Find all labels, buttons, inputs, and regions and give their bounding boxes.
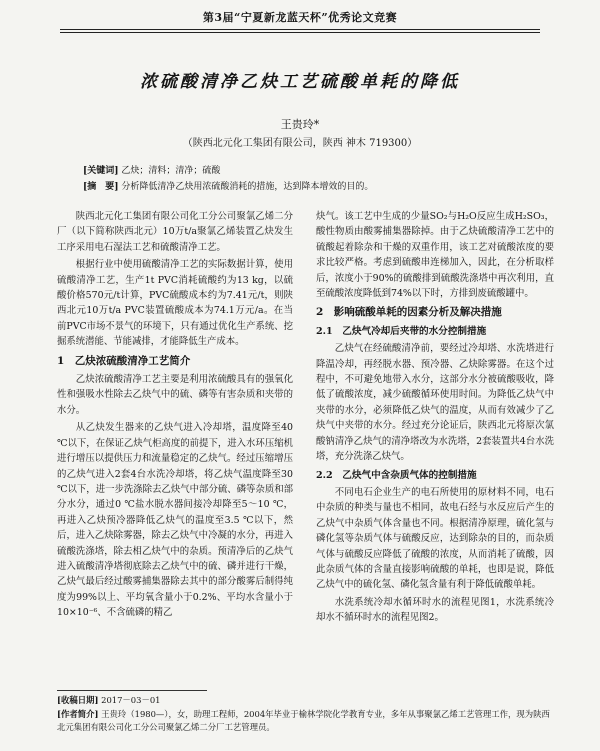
section-2-2-paragraph-2: 水洗系统冷却水循环时水的流程见图1，水洗系统冷却水不循环时水的流程见图2。	[316, 596, 554, 624]
received-date: 2017－03－01	[101, 695, 161, 705]
abstract-label: [摘 要]	[83, 182, 119, 192]
abstract	[83, 181, 543, 193]
section-2-1-heading: 2.1 乙炔气冷却后夹带的水分控制措施	[316, 325, 487, 337]
section-1-heading: 1 乙炔浓硫酸清净工艺简介	[57, 354, 191, 367]
intro-paragraph-1: 陕西北元化工集团有限公司化工分公司聚氯乙烯二分厂（以下简称陕西北元）10万t/a聚氯乙烯装置乙炔发生工序采用电石湿法工艺和硫酸清净工艺。	[57, 211, 293, 253]
keywords	[83, 165, 543, 177]
continued-paragraph: 炔气。该工艺中生成的少量SO₂与H₂O反应生成H₂SO₃，酸性物质由酸雾捕集器除掉。由于乙炔硫酸清净工艺中的硫酸起着除杂和干燥的双重作用，该工艺对硫酸浓度的要求比较严格。考虑到硫酸串连梯加入，因此，在分析取样后，浓度小于90%的硫酸排到硫酸洗涤塔中再次利用，直至硫酸浓度降低到74%以下时，方排到废硫酸罐中。	[316, 211, 554, 300]
intro-paragraph-2: 根据行业中使用硫酸清净工艺的实际数据计算，使用硫酸清净工艺，生产1t PVC消耗硫酸约为13 kg，以硫酸价格570元/t计算，PVC硫酸成本约为7.41元/t，则陕西北元10万t/a PVC装置硫酸成本为74.1万元/a。在当前PVC市场不景气的环境下，只有通过优化生产系统、挖掘系统潜能、节能减排，才能降低生产成本。	[57, 259, 293, 348]
running-header: 第3届“宁夏新龙蓝天杯”优秀论文竞赛	[202, 11, 398, 24]
paper-title: 浓硫酸清净乙炔工艺硫酸单耗的降低	[140, 72, 460, 92]
header-rule-thin	[60, 32, 540, 33]
section-1-paragraph-1: 乙炔浓硫酸清净工艺主要是利用浓硫酸具有的强氧化性和强吸水性除去乙炔气中的硫、磷等有害杂质和夹带的水分。	[57, 374, 293, 416]
section-1-paragraph-2: 从乙炔发生器来的乙炔气进入冷却塔，温度降至40 ℃以下，在保证乙炔气柜高度的前提下，进入水环压缩机进行增压以提供压力和流量稳定的乙炔气。经过压缩增压的乙炔气进入2套4台水洗冷却塔，将乙炔气温度降至30 ℃以下，进一步洗涤除去乙炔气中部分硫、磷等杂质和部分水分，通过0 ℃盐水脱水器间接冷却降至5～10 ℃，再进入乙炔预冷器降低乙炔气的温度至3.5 ℃以下，然后，进入乙炔除雾器，除去乙炔气中冷凝的水分，再进入硫酸洗涤塔，除去相乙炔气中的杂质。预清净后的乙炔气进入硫酸清净塔彻底除去乙炔气中的硫、磷并进行干燥，乙炔气最后经过酸雾捕集器除去其中的部分酸雾后制得纯度为99%以上、平均氧含量小于0.2%、平均水含量小于10×10⁻⁶、不含硫磷的精乙	[57, 422, 293, 619]
section-2-2-heading: 2.2 乙炔气中含杂质气体的控制措施	[316, 469, 477, 481]
author-bio-text: 王贵玲（1980—），女，助理工程师，2004年毕业于榆林学院化学教育专业，多年从事聚氯乙烯工艺管理工作，现为陕西北元集团有限公司化工分公司聚氯乙烯二分厂工艺管理员。	[57, 709, 550, 732]
section-2-heading: 2 影响硫酸单耗的因素分析及解决措施	[316, 306, 502, 319]
footnote-received	[57, 694, 557, 707]
received-label: [收稿日期]	[57, 695, 99, 705]
keywords-text: 乙炔；清料；清净；硫酸	[121, 166, 221, 176]
left-column	[57, 209, 293, 623]
section-2-2-paragraph-1: 不同电石企业生产的电石所使用的原材料不同，电石中杂质的种类与量也不相同，故电石经与水反应后产生的乙炔气中杂质气体含量也不同。根据清净原理，硫化氢与磷化氢等杂质气体与硫酸反应，达到除杂的目的，而杂质气体与硫酸反应降低了硫酸的浓度，从而消耗了硫酸，因此杂质气体的含量直接影响硫酸的单耗，也即是说，降低乙炔气中的硫化氢、磷化氢含量有利于降低硫酸单耗。	[316, 486, 554, 591]
footnote-rule	[57, 690, 207, 691]
section-2-1-paragraph: 乙炔气在经硫酸清净前，要经过冷却塔、水洗塔进行降温冷却，再经脱水器、预冷器、乙炔除雾器。在这个过程中，不可避免地带入水分，这部分水分被硫酸吸收，降低了硫酸浓度，减少硫酸循环使用时间。为降低乙炔气中夹带的水分，必须降低乙炔气的温度，从而有效减少了乙炔气中夹带的水分。经过充分论证后，陕西北元将原次氯酸钠清净乙炔气的清净塔改为水洗塔，2套装置共4台水洗塔，充分洗涤乙炔气。	[316, 343, 554, 463]
footnote-author-bio	[57, 708, 557, 734]
author-name: 王贵玲*	[280, 118, 320, 131]
abstract-text: 分析降低清净乙炔用浓硫酸消耗的措施，达到降本增效的目的。	[121, 182, 374, 192]
author-affiliation: （陕西北元化工集团有限公司，陕西 神木 719300）	[182, 138, 418, 149]
header-rule-thick	[60, 29, 540, 30]
keywords-label: [关键词]	[83, 166, 119, 176]
author-bio-label: [作者简介]	[57, 709, 99, 719]
right-column	[316, 209, 554, 628]
